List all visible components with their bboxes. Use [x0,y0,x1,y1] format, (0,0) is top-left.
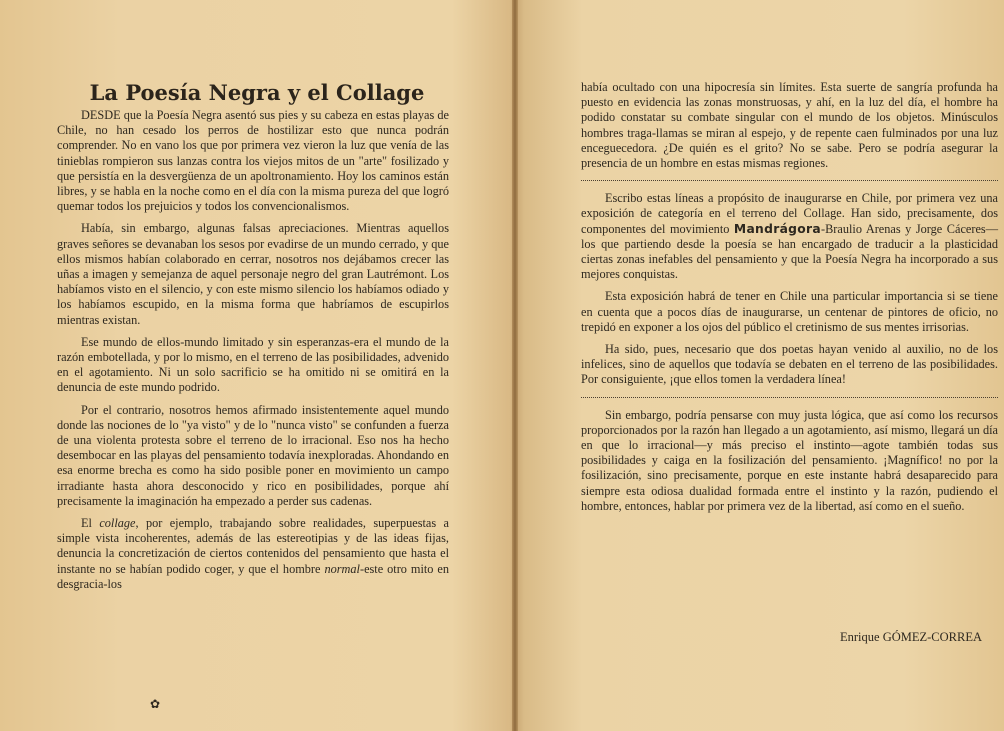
paragraph: DESDE que la Poesía Negra asentó sus pies y su cabeza en estas playas de Chile, no han cesado los perros de hostilizar esto que nunca podrán comprender. No en vano los que por primera vez vieron la luz que venía de las tinieblas rompieron sus lanzas contra los viejos mitos de un "arte" fosilizado y que persistía en la desvergüenza de un apoltronamiento. Hoy los caminos están libres, y se habla en la noche como en el día con la misma pureza del que logró quemar todos los prejuicios y todos los convencionalismos. [57,108,449,214]
text-run: , por ejemplo, trabajando sobre realidades, superpuestas a simple vista incoherentes, además de las estereotipias y de las ideas fijas, denuncia la concretización de ciertos contenidos del pensamiento que hasta el instante no se habían podido coger, y que el hombre [57,516,449,576]
right-column-text [581,80,998,521]
text-run: Escribo estas líneas a propósito de inaugurarse en Chile, por primera vez una exposición de categoría en el terreno del Collage. Han sido, precisamente, dos componentes del movimiento [581,191,998,236]
paragraph [581,191,998,282]
paragraph: había ocultado con una hipocresía sin límites. Esta suerte de sangría profunda ha puesto en evidencia las zonas monstruosas, y ahí, en la luz del día, el hombre ha podido constatar su combate singular con el mundo de los objetos. Minúsculos hombres traga-llamas se miran al espejo, y de repente caen fulminados por una luz enceguecedora. ¿De quién es el grito? No se sabe. Pero se podría asegurar la presencia de un hombre en estas mismas regiones. [581,80,998,171]
paragraph: Ha sido, pues, necesario que dos poetas hayan venido al auxilio, no de los infelices, sino de aquellos que todavía se debaten en el terreno de las posibilidades. Por consiguiente, ¡que ellos tomen la verdadera línea! [581,342,998,387]
italic-word: collage [99,516,136,531]
text-run: -este otro mito en desgracia-los [57,561,449,591]
text-run: El [81,516,100,531]
paragraph: Ese mundo de ellos-mundo limitado y sin esperanzas-era el mundo de la razón embotellada, y por lo mismo, en el terreno de las posibilidades, advenido en el agotamiento. Ni un solo sacrificio se ha omitido ni se omitirá en la denuncia de este mundo podrido. [57,334,449,395]
right-page [518,0,1004,731]
ink-mark: ✿ [150,697,161,711]
article-title: La Poesía Negra y el Collage [89,80,425,105]
text-run: -Braulio Arenas y Jorge Cáceres—los que partiendo desde la poesía se han encargado de traducir a la plasticidad ciertas zonas inefables del pensamiento y que la Poesía Negra ha incorporado a sus mejores conquistas. [581,221,998,282]
dotted-divider [581,396,998,398]
paragraph [57,516,449,592]
italic-word: normal [324,561,360,576]
left-column-text [57,108,449,599]
paragraph: Esta exposición habrá de tener en Chile una particular importancia si se tiene en cuenta que a pocos días de inaugurarse, un centenar de pintores de oficio, no trepidó en exponer a los ojos del público el cretinismo de sus mentes irrisorias. [581,289,998,334]
bold-word: Mandrágora [733,221,821,236]
author-signature: Enrique GÓMEZ-CORREA [840,630,982,644]
dotted-divider [581,179,998,181]
paragraph: Sin embargo, podría pensarse con muy justa lógica, que así como los recursos proporcionados por la razón han llegado a un agotamiento, así mismo, llegará un día en que lo irracional—y más preciso el instinto—agote también todas sus posibilidades y caiga en la fosilización del pensamiento. ¡Magnífico! no por la fosilización, sino precisamente, porque en este instante habrá desaparecido para siempre esta odiosa dualidad formada entre el instinto y la razón, pudiendo el hombre, entonces, hablar por primera vez de la libertad, así como en el sueño. [581,407,998,513]
paragraph: Por el contrario, nosotros hemos afirmado insistentemente aquel mundo donde las nociones de lo "ya visto" y de lo "nunca visto" se confunden a fuerza de una violenta protesta sobre el terreno de lo irracional. Eso nos ha hecho desembocar en las playas del pensamiento todavía inexploradas. Ahondando en esa enorme brecha es como ha sido posible poner en movimiento un campo irradiante hasta ahora desconocido y rico en posibilidades, porque ahí precisamente la imaginación ha empezado a perder sus cadenas. [57,402,449,508]
paragraph: Había, sin embargo, algunas falsas apreciaciones. Mientras aquellos graves señores se devanaban los sesos por evadirse de un mundo cerrado, y que ellos mismos habían colaborado en cerrar, nosotros nos dejábamos crecer las uñas a imagen y semejanza de aquel personaje negro del gran Lautrémont. Los habíamos visto en el silencio, y con este mismo silencio los habíamos odiado y los habíamos escupido, en la misma forma que habríamos de escupirlos mientras existan. [57,221,449,327]
show-through-text [130,40,145,73]
